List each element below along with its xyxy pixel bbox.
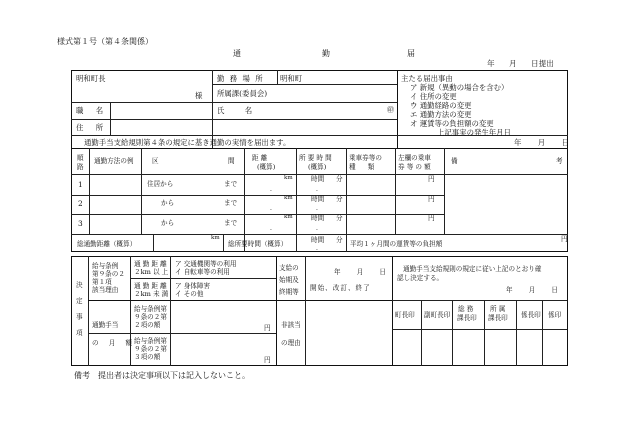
monthly-fare-label: 平均１ヶ月間の運賃等の負担額: [350, 240, 443, 248]
seal-icon: ㊞: [387, 106, 394, 114]
total-minutes: 分: [336, 236, 343, 244]
allowance-label-2: の 月 額: [92, 339, 132, 347]
non-applicable-1: 非該当: [281, 321, 301, 329]
allowance-article-1a: 給与条例第: [134, 305, 167, 313]
stamp-dept-head-2: 課長印: [488, 314, 508, 322]
row-number: 3: [78, 219, 83, 228]
start-end-label-1: 支給の: [279, 264, 299, 272]
reason-label-3: 第１項: [92, 278, 112, 286]
approval-text-2: 認し決定する。: [397, 274, 444, 282]
non-applicable-2: の理由: [281, 339, 301, 347]
address-label: 住 所: [76, 123, 104, 132]
row-from: から: [161, 199, 175, 207]
row-yen: 円: [428, 214, 435, 222]
option-disability: ア 身体障害: [175, 282, 211, 290]
reasons-title: 主たる届出事由: [401, 74, 453, 83]
decision-char-2: 定: [76, 297, 83, 305]
allowance-label-1: 通勤手当: [92, 321, 119, 329]
col-fare-1: 左欄の乗車: [398, 154, 431, 162]
row-number: 1: [78, 180, 83, 189]
row-km-unit: km: [284, 195, 293, 201]
stamp-chief: 係長印: [521, 311, 541, 319]
row-number: 2: [78, 199, 83, 208]
start-end-date: 年 月 日: [334, 268, 386, 276]
row-from: 住居から: [147, 180, 174, 188]
row-km-unit: km: [284, 214, 293, 220]
col-method-example: 通勤方法の例: [94, 157, 134, 165]
col-time-1: 所 要 時 間: [299, 154, 332, 162]
start-end-label-3: 終期等: [279, 288, 299, 296]
occurrence-date: 年 月 日: [514, 138, 569, 147]
position-label: 職 名: [76, 106, 104, 115]
row-minutes: 分: [336, 195, 343, 203]
reason-e: エ 通勤方法の変更: [410, 110, 472, 119]
divider: [397, 70, 398, 148]
stamp-mayor: 町長印: [395, 311, 415, 319]
col-section-2: 路: [77, 163, 84, 171]
submission-date: 年 月 日提出: [487, 59, 554, 68]
title-char-3: 届: [407, 49, 415, 58]
col-vehicle-2: 種 類: [349, 163, 375, 171]
row-yen: 円: [428, 195, 435, 203]
declaration-text: 通勤手当支給規則第４条の規定に基き通勤の実情を届出ます。: [84, 138, 291, 147]
allowance-article-2a: 給与条例第: [134, 337, 167, 345]
row-to: まで: [224, 180, 238, 188]
distance-under-2: ２km 未 満: [134, 290, 169, 298]
row-hours: 時間: [311, 214, 325, 222]
col-interval-1: 区: [152, 157, 159, 165]
decision-char-1: 決: [76, 281, 83, 289]
workplace-value: 明和町: [280, 74, 303, 83]
row-minutes: 分: [336, 175, 343, 183]
col-vehicle-1: 乗車券等の: [349, 154, 382, 162]
sama-label: 様: [195, 91, 203, 100]
stamp-general-affairs-2: 課長印: [457, 314, 477, 322]
col-section-1: 順: [77, 154, 84, 162]
reason-label-2: 第９条の２: [92, 270, 125, 278]
col-remarks-2: 考: [556, 157, 563, 165]
total-distance-label: 総通勤距離（概算）: [77, 240, 137, 248]
dept-label: 所属課(委員会): [217, 89, 268, 98]
distance-over-2: ２km 以 上: [134, 268, 169, 276]
form-number: 様式第１号（第４条関係）: [57, 37, 153, 46]
total-hours: 時間: [311, 236, 325, 244]
divider: [212, 70, 213, 148]
row-yen: 円: [428, 175, 435, 183]
row-hours: 時間: [311, 195, 325, 203]
reason-a: ア 新規（異動の場合を含む）: [410, 83, 509, 92]
total-km-unit: km: [211, 235, 220, 241]
allowance-yen-1: 円: [264, 324, 271, 332]
reason-label-1: 給与条例: [92, 262, 119, 270]
start-end-actions: 開始、改訂、終了: [310, 284, 371, 292]
approval-text-1: 通勤手当支給規則の規定に従い上記のとおり確: [403, 265, 542, 273]
stamp-staff: 係印: [548, 311, 562, 319]
reason-label-4: 該当理由: [92, 286, 119, 294]
reason-i: イ 住所の変更: [410, 92, 457, 101]
option-bicycle: イ 自転車等の利用: [175, 268, 230, 276]
title-char-1: 通: [233, 49, 241, 58]
stamp-deputy-mayor: 副町長印: [424, 311, 451, 319]
row-from: から: [161, 219, 175, 227]
reason-u: ウ 通勤経路の変更: [410, 101, 472, 110]
option-transit: ア 交通機関等の利用: [175, 260, 237, 268]
col-distance-1: 距 離: [252, 154, 268, 162]
occurrence-label: 上記事実の発生年月日: [437, 128, 511, 137]
decision-char-4: 項: [76, 329, 83, 337]
col-remarks-1: 備: [451, 157, 458, 165]
distance-under-1: 通 勤 距 離: [134, 282, 167, 290]
total-time-label: 総所要時間（概算）: [228, 240, 288, 248]
allowance-article-1c: ２項の額: [134, 321, 161, 329]
footer-note: 備考 提出者は決定事項以下は記入しないこと。: [74, 371, 250, 380]
workplace-label: 勤 務 場 所: [217, 74, 263, 83]
allowance-article-1b: ９条の２第: [134, 313, 167, 321]
stamp-general-affairs-1: 総 務: [458, 305, 474, 313]
allowance-article-2c: ３項の額: [134, 353, 161, 361]
start-end-label-2: 始期及: [279, 276, 299, 284]
row-to: まで: [224, 199, 238, 207]
row-km-unit: km: [284, 175, 293, 181]
row-hours: 時間: [311, 175, 325, 183]
col-interval-2: 間: [228, 157, 235, 165]
col-distance-2: (概算): [257, 163, 276, 171]
row-minutes: 分: [336, 214, 343, 222]
allowance-yen-2: 円: [264, 356, 271, 364]
addressee: 明和町長: [76, 74, 106, 83]
approval-date: 年 月 日: [506, 286, 558, 294]
col-time-2: (概算): [308, 163, 327, 171]
name-label: 氏 名: [217, 106, 253, 115]
stamp-dept-head-1: 所 属: [490, 305, 506, 313]
row-to: まで: [224, 219, 238, 227]
allowance-article-2b: ９条の２第: [134, 345, 167, 353]
distance-over-1: 通 勤 距 離: [134, 260, 167, 268]
title-char-2: 勤: [322, 49, 330, 58]
monthly-yen: 円: [561, 235, 568, 243]
option-other: イ その他: [175, 290, 204, 298]
decision-char-3: 事: [76, 313, 83, 321]
col-fare-2: 券 等 の 額: [398, 163, 431, 171]
reason-o: オ 運賃等の負担額の変更: [410, 119, 494, 128]
